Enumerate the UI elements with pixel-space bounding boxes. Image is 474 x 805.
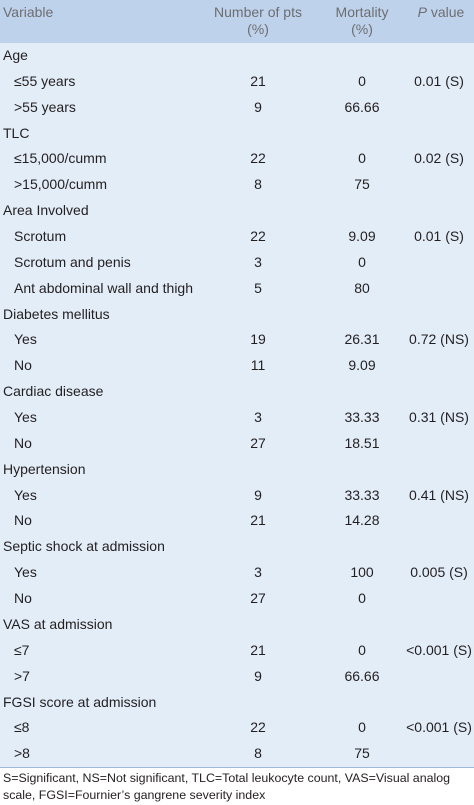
row-mortality: 0 xyxy=(358,72,366,89)
table-row xyxy=(0,431,474,457)
row-number-of-pts: 3 xyxy=(254,564,262,581)
row-mortality: 75 xyxy=(354,176,370,193)
table-row xyxy=(0,741,474,767)
table-row xyxy=(0,250,474,276)
table-row xyxy=(0,508,474,534)
table-row xyxy=(0,664,474,690)
row-label: No xyxy=(14,357,32,374)
row-label: ≤8 xyxy=(14,719,30,736)
row-number-of-pts: 8 xyxy=(254,745,262,762)
row-label: ≤55 years xyxy=(14,72,76,89)
row-label: FGSI score at admission xyxy=(3,693,157,710)
row-number-of-pts: 11 xyxy=(250,357,266,374)
row-number-of-pts: 21 xyxy=(250,641,266,658)
row-p-value: <0.001 (S) xyxy=(406,641,472,658)
row-mortality: 0 xyxy=(358,150,366,167)
row-p-value: 0.41 (NS) xyxy=(409,486,469,503)
row-mortality: 33.33 xyxy=(344,486,380,503)
row-p-value: 0.31 (NS) xyxy=(409,409,469,426)
table-row xyxy=(0,121,474,147)
row-mortality: 66.66 xyxy=(344,98,380,115)
table-row xyxy=(0,586,474,612)
table-row xyxy=(0,198,474,224)
row-number-of-pts: 21 xyxy=(250,72,266,89)
row-p-value: 0.01 (S) xyxy=(414,72,464,89)
row-label: No xyxy=(14,512,32,529)
table-row xyxy=(0,690,474,716)
row-label: ≤7 xyxy=(14,641,30,658)
table-row xyxy=(0,224,474,250)
row-label: Cardiac disease xyxy=(3,383,104,400)
row-mortality: 0 xyxy=(358,719,366,736)
row-label: Ant abdominal wall and thigh xyxy=(14,279,194,296)
table-row xyxy=(0,379,474,405)
row-number-of-pts: 8 xyxy=(254,176,262,193)
row-number-of-pts: 22 xyxy=(250,719,266,736)
table-row xyxy=(0,43,474,69)
row-label: Yes xyxy=(14,486,37,503)
table-body xyxy=(0,43,474,767)
table-row xyxy=(0,638,474,664)
row-label: Yes xyxy=(14,331,37,348)
row-mortality: 9.09 xyxy=(348,228,376,245)
row-mortality: 0 xyxy=(358,253,366,270)
row-p-value: 0.01 (S) xyxy=(414,228,464,245)
row-label: ≤15,000/cumm xyxy=(14,150,107,167)
table-row xyxy=(0,95,474,121)
table-row xyxy=(0,172,474,198)
table-row xyxy=(0,302,474,328)
row-label: Scrotum xyxy=(14,228,67,245)
header-mortality-line1: Mortality xyxy=(335,4,389,20)
row-label: Scrotum and penis xyxy=(14,253,131,270)
table-row xyxy=(0,69,474,95)
table-row xyxy=(0,276,474,302)
row-number-of-pts: 9 xyxy=(254,98,262,115)
row-label: >8 xyxy=(14,745,30,762)
row-number-of-pts: 9 xyxy=(254,667,262,684)
row-mortality: 14.28 xyxy=(344,512,380,529)
row-p-value: 0.72 (NS) xyxy=(409,331,469,348)
header-p-rest: value xyxy=(426,4,465,20)
row-label: TLC xyxy=(3,124,30,141)
row-number-of-pts: 5 xyxy=(254,279,262,296)
row-p-value: <0.001 (S) xyxy=(406,719,472,736)
header-mortality-line2: (%) xyxy=(351,21,373,37)
table-footnote: S=Significant, NS=Not significant, TLC=Total leukocyte count, VAS=Visual analog scale, FGSI=Fournier’s gangrene severity index xyxy=(0,767,474,805)
table-row xyxy=(0,327,474,353)
row-mortality: 33.33 xyxy=(344,409,380,426)
table-row xyxy=(0,534,474,560)
row-number-of-pts: 22 xyxy=(250,228,266,245)
row-number-of-pts: 27 xyxy=(250,434,266,451)
header-p-italic: P xyxy=(417,4,427,20)
table-row xyxy=(0,483,474,509)
row-mortality: 0 xyxy=(358,641,366,658)
header-mortality xyxy=(320,4,404,38)
row-label: No xyxy=(14,434,32,451)
row-label: No xyxy=(14,590,32,607)
row-number-of-pts: 9 xyxy=(254,486,262,503)
row-mortality: 100 xyxy=(350,564,374,581)
header-p-value xyxy=(408,4,474,21)
row-label: Septic shock at admission xyxy=(3,538,165,555)
row-mortality: 0 xyxy=(358,590,366,607)
row-p-value: 0.02 (S) xyxy=(414,150,464,167)
header-number-of-pts xyxy=(203,4,313,38)
row-label: Area Involved xyxy=(3,202,89,219)
row-mortality: 66.66 xyxy=(344,667,380,684)
table-header xyxy=(0,0,474,43)
row-number-of-pts: 19 xyxy=(250,331,266,348)
table-row xyxy=(0,146,474,172)
table-row xyxy=(0,353,474,379)
table-row xyxy=(0,715,474,741)
row-label: >7 xyxy=(14,667,30,684)
row-mortality: 9.09 xyxy=(348,357,376,374)
row-mortality: 18.51 xyxy=(344,434,380,451)
row-label: Diabetes mellitus xyxy=(3,305,110,322)
row-mortality: 80 xyxy=(354,279,370,296)
row-label: Hypertension xyxy=(3,460,86,477)
row-number-of-pts: 3 xyxy=(254,253,262,270)
row-label: >15,000/cumm xyxy=(14,176,107,193)
row-number-of-pts: 3 xyxy=(254,409,262,426)
row-p-value: 0.005 (S) xyxy=(410,564,468,581)
table-row xyxy=(0,405,474,431)
row-label: Age xyxy=(3,47,28,63)
row-label: Yes xyxy=(14,409,37,426)
table-row xyxy=(0,560,474,586)
row-label: >55 years xyxy=(14,98,76,115)
row-number-of-pts: 22 xyxy=(250,150,266,167)
row-mortality: 75 xyxy=(354,745,370,762)
table-row xyxy=(0,612,474,638)
row-mortality: 26.31 xyxy=(344,331,380,348)
row-label: Yes xyxy=(14,564,37,581)
header-number-line1: Number of pts xyxy=(214,4,302,20)
header-number-line2: (%) xyxy=(247,21,269,37)
row-number-of-pts: 21 xyxy=(250,512,266,529)
row-label: VAS at admission xyxy=(3,615,113,632)
header-variable: Variable xyxy=(3,4,54,20)
table-row xyxy=(0,457,474,483)
row-number-of-pts: 27 xyxy=(250,590,266,607)
